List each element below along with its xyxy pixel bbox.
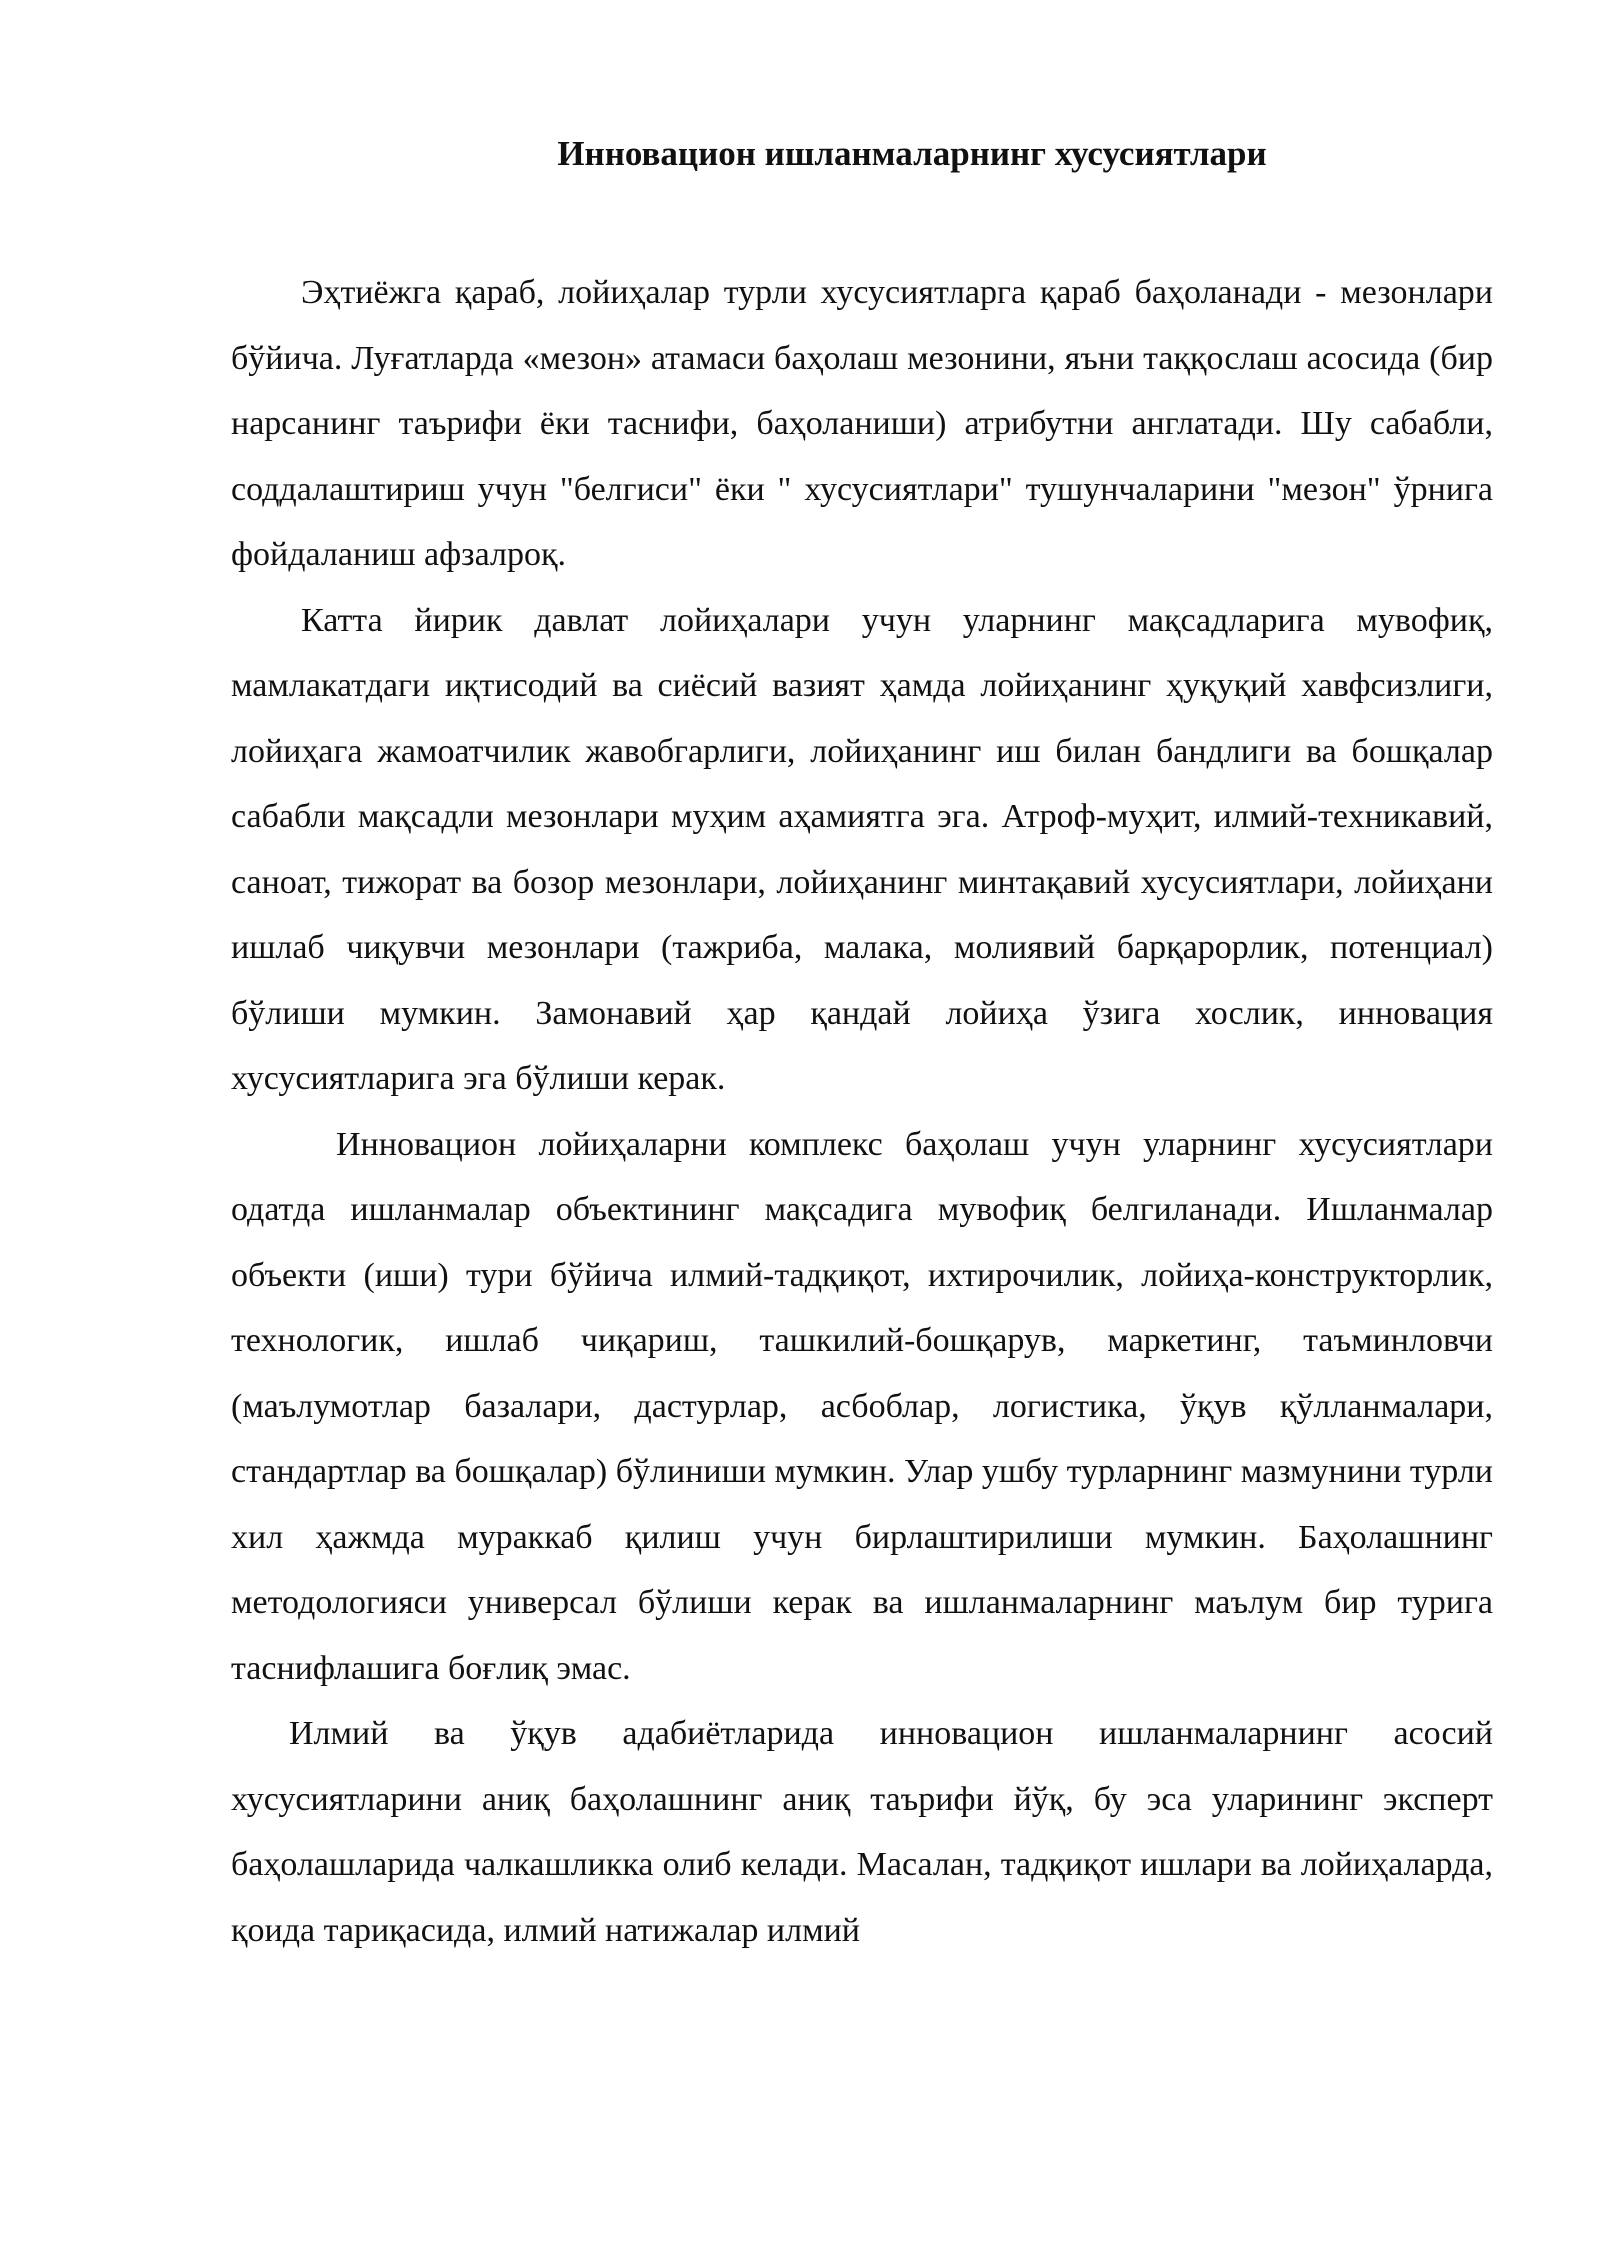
paragraph-1: Эҳтиёжга қараб, лойиҳалар турли хусусиятларга қараб баҳоланади - мезонлари бўйича. Луғатларда «мезон» атамаси баҳолаш мезонини, яъни таққослаш асосида (бир нарсанинг таърифи ёки таснифи, баҳоланиши) атрибутни англатади. Шу сабабли, соддалаштириш учун "белгиси" ёки " хусусиятлари" тушунчаларини "мезон" ўрнига фойдаланиш афзалроқ.: [231, 274, 1493, 573]
paragraph-2: Катта йирик давлат лойиҳалари учун уларнинг мақсадларига мувофиқ, мамлакатдаги иқтисодий ва сиёсий вазият ҳамда лойиҳанинг ҳуқуқий хавфсизлиги, лойиҳага жамоатчилик жавобгарлиги, лойиҳанинг иш билан бандлиги ва бошқалар сабабли мақсадли мезонлари муҳим аҳамиятга эга. Атроф-муҳит, илмий-техникавий, саноат, тижорат ва бозор мезонлари, лойиҳанинг минтақавий хусусиятлари, лойиҳани ишлаб чиқувчи мезонлари (тажриба, малака, молиявий барқарорлик, потенциал) бўлиши мумкин. Замонавий ҳар қандай лойиҳа ўзига хослик, инновация хусусиятларига эга бўлиши керак.: [231, 601, 1493, 1097]
document-page: [231, 130, 1493, 1963]
paragraph-3: Инновацион лойиҳаларни комплекс баҳолаш учун уларнинг хусусиятлари одатда ишланмалар объектининг мақсадига мувофиқ белгиланади. Ишланмалар объекти (иши) тури бўйича илмий-тадқиқот, ихтирочилик, лойиҳа-конструкторлик, технологик, ишлаб чиқариш, ташкилий-бошқарув, маркетинг, таъминловчи (маълумотлар базалари, дастурлар, асбоблар, логистика, ўқув қўлланмалари, стандартлар ва бошқалар) бўлиниши мумкин. Улар ушбу турларнинг мазмунини турли хил ҳажмда мураккаб қилиш учун бирлаштирилиши мумкин. Баҳолашнинг методологияси универсал бўлиши керак ва ишланмаларнинг маълум бир турига таснифлашига боғлиқ эмас.: [231, 1125, 1493, 1687]
paragraph-4: Илмий ва ўқув адабиётларида инновацион ишланмаларнинг асосий хусусиятларини аниқ баҳолашнинг аниқ таърифи йўқ, бу эса уларининг эксперт баҳолашларида чалкашликка олиб келади. Масалан, тадқиқот ишлари ва лойиҳаларда, қоида тариқасида, илмий натижалар илмий: [231, 1715, 1493, 1949]
page-title: Инновацион ишланмаларнинг хусусиятлари: [557, 134, 1267, 173]
